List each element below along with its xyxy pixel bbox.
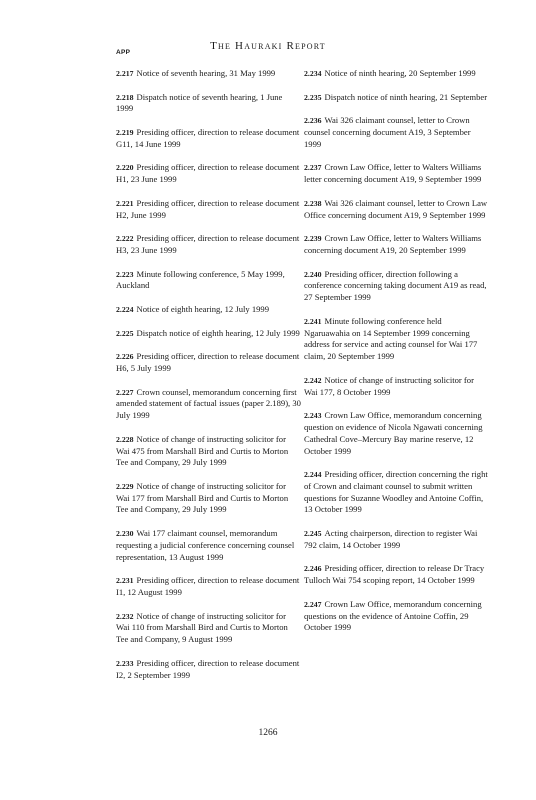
entry-number: 2.240 bbox=[304, 269, 322, 279]
entry-number: 2.230 bbox=[116, 529, 134, 539]
entry-text: Presiding officer, direction to release document H6, 5 July 1999 bbox=[116, 351, 300, 373]
list-item bbox=[304, 269, 489, 304]
list-item bbox=[116, 481, 301, 516]
entry-text: Presiding officer, direction to release document H2, June 1999 bbox=[116, 197, 300, 220]
entry-text: Dispatch notice of ninth hearing, 21 September bbox=[324, 91, 488, 102]
list-item bbox=[116, 68, 301, 80]
entry-number: 2.228 bbox=[116, 434, 134, 444]
list-item bbox=[304, 469, 489, 516]
list-item bbox=[304, 410, 489, 457]
entry-number: 2.245 bbox=[304, 529, 322, 539]
entry-number: 2.219 bbox=[116, 127, 134, 137]
list-item bbox=[304, 599, 489, 634]
entry-text: Notice of ninth hearing, 20 September 1999 bbox=[324, 68, 476, 78]
list-item bbox=[116, 575, 301, 599]
entry-number: 2.222 bbox=[116, 234, 134, 244]
entry-number: 2.232 bbox=[116, 611, 134, 621]
entry-text: Notice of change of instructing solicitor for Wai 110 from Marshall Bird and Curtis to Morton Tee and Company, 9 August 1999 bbox=[116, 610, 288, 645]
entry-text: Acting chairperson, direction to register Wai 792 claim, 14 October 1999 bbox=[304, 528, 478, 550]
entry-number: 2.220 bbox=[116, 163, 134, 173]
list-item bbox=[116, 127, 301, 151]
section-tag: APP bbox=[116, 49, 131, 56]
entry-number: 2.235 bbox=[304, 92, 322, 102]
entry-number: 2.226 bbox=[116, 352, 134, 362]
list-item bbox=[304, 375, 489, 399]
entry-text: Wai 326 claimant counsel, letter to Crown Law Office concerning document A19, 9 September 1999 bbox=[304, 197, 488, 220]
list-item bbox=[304, 115, 489, 150]
entry-text: Presiding officer, direction to release document I2, 2 September 1999 bbox=[116, 657, 300, 680]
entry-number: 2.246 bbox=[304, 564, 322, 574]
entry-text: Crown counsel, memorandum concerning first amended statement of factual issues (paper 2.189), 30 July 1999 bbox=[116, 386, 301, 421]
entry-text: Crown Law Office, letter to Walters Williams concerning document A19, 20 September 1999 bbox=[304, 233, 482, 255]
list-item bbox=[116, 304, 301, 316]
list-item bbox=[116, 269, 301, 293]
entry-text: Notice of seventh hearing, 31 May 1999 bbox=[136, 68, 276, 78]
list-item bbox=[116, 198, 301, 222]
list-item bbox=[304, 68, 489, 80]
entry-text: Crown Law Office, memorandum concerning questions on the evidence of Antoine Coffin, 29 October 1999 bbox=[304, 598, 482, 633]
entry-number: 2.225 bbox=[116, 328, 134, 338]
entry-text: Wai 326 claimant counsel, letter to Crown counsel concerning document A19, 3 September 1999 bbox=[304, 115, 471, 149]
entry-number: 2.224 bbox=[116, 304, 134, 314]
list-item bbox=[304, 92, 489, 104]
entry-number: 2.247 bbox=[304, 599, 322, 609]
list-item bbox=[116, 162, 301, 186]
entry-text: Dispatch notice of seventh hearing, 1 June 1999 bbox=[116, 91, 283, 114]
entry-text: Presiding officer, direction concerning the right of Crown and claimant counsel to submit written questions for Suzanne Woodley and Antoine Coffin, 13 October 1999 bbox=[304, 469, 488, 515]
entry-number: 2.244 bbox=[304, 470, 322, 480]
page-number: 1266 bbox=[258, 728, 278, 738]
list-item bbox=[304, 563, 489, 587]
entry-text: Notice of change of instructing solicitor for Wai 177, 8 October 1999 bbox=[304, 374, 474, 397]
list-item bbox=[116, 658, 301, 682]
list-item bbox=[116, 611, 301, 646]
entry-text: Presiding officer, direction to release document H1, 23 June 1999 bbox=[116, 162, 300, 185]
list-item bbox=[116, 351, 301, 375]
entry-number: 2.237 bbox=[304, 163, 322, 173]
entry-number: 2.236 bbox=[304, 116, 322, 126]
list-item bbox=[304, 528, 489, 552]
entry-text: Presiding officer, direction to release document G11, 14 June 1999 bbox=[116, 126, 300, 149]
right-column bbox=[304, 68, 489, 646]
entry-number: 2.217 bbox=[116, 69, 134, 78]
list-item bbox=[116, 387, 301, 422]
entry-number: 2.242 bbox=[304, 375, 322, 385]
entry-text: Notice of change of instructing solicitor for Wai 475 from Marshall Bird and Curtis to Morton Tee and Company, 29 July 1999 bbox=[116, 433, 289, 468]
entry-number: 2.241 bbox=[304, 316, 322, 326]
list-item bbox=[116, 328, 301, 340]
list-item bbox=[304, 233, 489, 257]
entry-number: 2.229 bbox=[116, 481, 134, 491]
entry-text: Minute following conference held Ngaruawahia on 14 September 1999 concerning address for service and acting counsel for Wai 177 claim, 20 September 1999 bbox=[304, 315, 478, 362]
entry-number: 2.227 bbox=[116, 387, 134, 397]
entry-number: 2.239 bbox=[304, 234, 322, 244]
entry-text: Presiding officer, direction to release document I1, 12 August 1999 bbox=[116, 575, 300, 598]
entry-number: 2.234 bbox=[304, 69, 322, 78]
entry-number: 2.221 bbox=[116, 198, 134, 208]
entry-text: Crown Law Office, letter to Walters Williams letter concerning document A19, 9 September 1999 bbox=[304, 162, 482, 185]
entry-number: 2.238 bbox=[304, 198, 322, 208]
list-item bbox=[116, 434, 301, 469]
list-item bbox=[116, 528, 301, 563]
entry-number: 2.231 bbox=[116, 576, 134, 586]
entry-text: Presiding officer, direction to release Dr Tracy Tulloch Wai 754 scoping report, 14 October 1999 bbox=[304, 563, 485, 586]
entry-text: Crown Law Office, memorandum concerning question on evidence of Nicola Ngawati concerning Cathedral Cove–Mercury Bay marine reserve, 12 October 1999 bbox=[304, 410, 483, 456]
entry-text: Dispatch notice of eighth hearing, 12 July 1999 bbox=[136, 327, 300, 338]
left-column bbox=[116, 68, 301, 693]
entry-text: Presiding officer, direction to release document H3, 23 June 1999 bbox=[116, 233, 300, 255]
entry-number: 2.233 bbox=[116, 658, 134, 668]
entry-number: 2.223 bbox=[116, 269, 134, 279]
entry-text: Presiding officer, direction following a conference concerning taking document A19 as read, 27 September 1999 bbox=[304, 268, 487, 303]
list-item bbox=[304, 316, 489, 363]
entry-text: Minute following conference, 5 May 1999, Auckland bbox=[116, 268, 285, 291]
list-item bbox=[116, 233, 301, 257]
list-item bbox=[304, 162, 489, 186]
entry-text: Notice of change of instructing solicitor for Wai 177 from Marshall Bird and Curtis to Morton Tee and Company, 29 July 1999 bbox=[116, 480, 289, 515]
entry-number: 2.243 bbox=[304, 411, 322, 421]
running-head-title: The Hauraki Report bbox=[210, 40, 326, 52]
list-item bbox=[116, 92, 301, 116]
entry-text: Wai 177 claimant counsel, memorandum requesting a judicial conference concerning counsel representation, 13 August 1999 bbox=[116, 528, 295, 562]
entry-number: 2.218 bbox=[116, 92, 134, 102]
list-item bbox=[304, 198, 489, 222]
entry-text: Notice of eighth hearing, 12 July 1999 bbox=[136, 303, 270, 314]
